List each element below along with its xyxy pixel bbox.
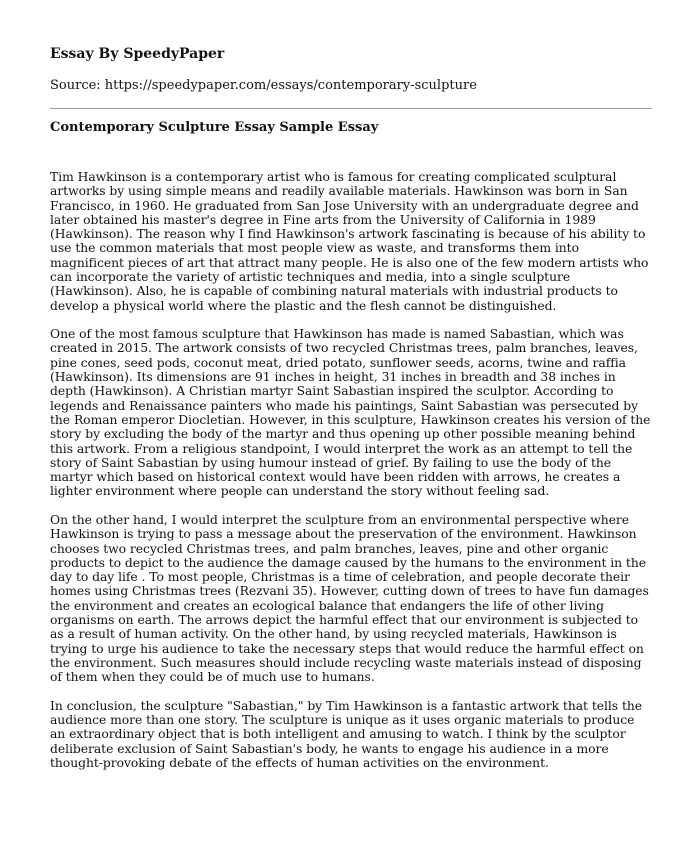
paragraph-1: Tim Hawkinson is a contemporary artist who is famous for creating complicated sculptural artworks by using simple means and readily available materials. Hawkinson was born in San Francisco, in 1960. He graduated from San Jose University with an undergraduate degree and later obtained his master's degree in Fine arts from the University of California in 1989 (Hawkinson). The reason why I find Hawkinson's artwork fascinating is because of his ability to use the common materials that most people view as waste, and transforms them into magnificent pieces of art that attract many people. He is also one of the few modern artists who can incorporate the variety of artistic techniques and media, into a single sculpture (Hawkinson). Also, he is capable of combining natural materials with industrial products to develop a physical world where the plastic and the flesh cannot be distinguished. — [50, 170, 649, 313]
paragraph-3: On the other hand, I would interpret the sculpture from an environmental perspective where Hawkinson is trying to pass a message about the preservation of the environment. Hawkinson chooses two recycled Christmas trees, and palm branches, leaves, pine and other organic products to depict to the audience the damage caused by the humans to the environment in the day to day life . To most people, Christmas is a time of celebration, and people decorate their homes using Christmas trees (Rezvani 35). However, cutting down of trees to have fun damages the environment and creates an ecological balance that endangers the life of other living organisms on earth. The arrows depict the harmful effect that our environment is subjected to as a result of human activity. On the other hand, by using recycled materials, Hawkinson is trying to urge his audience to take the necessary steps that would reduce the harmful effect on the environment. Such measures should include recycling waste materials instead of disposing of them when they could be of much use to humans. — [50, 512, 649, 685]
brand-heading: Essay By SpeedyPaper — [50, 46, 225, 62]
paragraph-4: In conclusion, the sculpture "Sabastian," by Tim Hawkinson is a fantastic artwork that tells the audience more than one story. The sculpture is unique as it uses organic materials to produce an extraordinary object that is both intelligent and amusing to watch. I think by the sculptor deliberate exclusion of Saint Sabastian's body, he wants to engage his audience in a more thought-provoking debate of the effects of human activities on the environment. — [50, 698, 643, 770]
essay-body — [50, 170, 652, 784]
paragraph-2: One of the most famous sculpture that Hawkinson has made is named Sabastian, which was created in 2015. The artwork consists of two recycled Christmas trees, palm branches, leaves, pine cones, seed pods, coconut meat, dried potato, sunflower seeds, acorns, twine and raffia (Hawkinson). Its dimensions are 91 inches in height, 31 inches in breadth and 38 inches in depth (Hawkinson). A Christian martyr Saint Sabastian inspired the sculptor. According to legends and Renaissance painters who made his paintings, Saint Sabastian was persecuted by the Roman emperor Diocletian. However, in this sculpture, Hawkinson creates his version of the story by excluding the body of the martyr and thus opening up other possible meaning behind this artwork. From a religious standpoint, I would interpret the work as an attempt to tell the story of Saint Sabastian by using humour instead of grief. By failing to use the body of the martyr which based on historical context would have been ridden with arrows, he creates a lighter environment where people can understand the story without feeling sad. — [50, 327, 651, 499]
document-header — [50, 45, 652, 94]
header-divider — [50, 108, 652, 109]
essay-title: Contemporary Sculpture Essay Sample Essay — [50, 120, 379, 135]
source-line: Source: https://speedypaper.com/essays/contemporary-sculpture — [50, 78, 477, 93]
